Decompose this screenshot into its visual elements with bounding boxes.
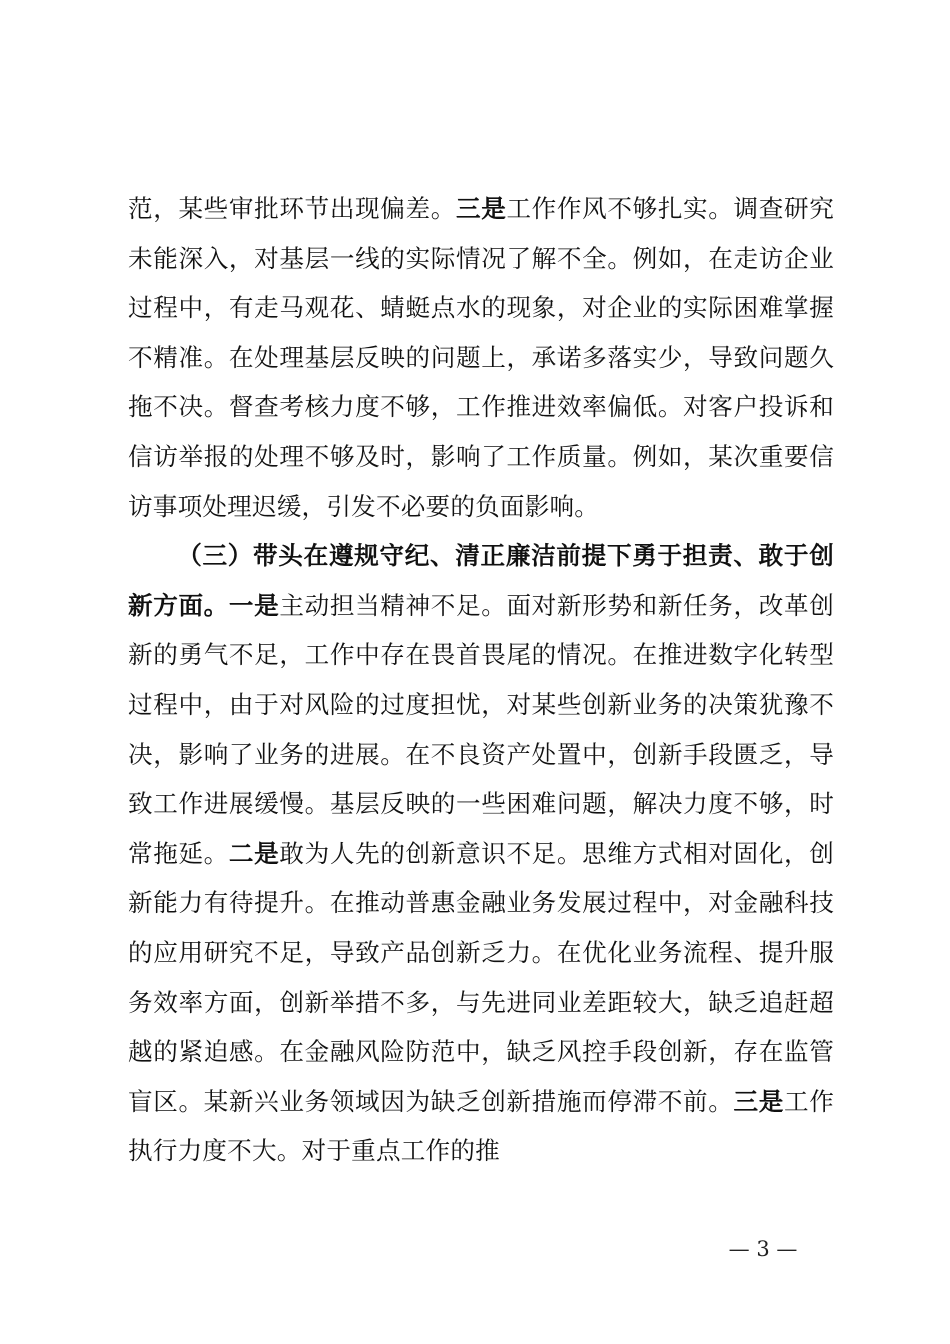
page-number: — 3 —: [728, 1237, 798, 1261]
point-one-text: 主动担当精神不足。面对新形势和新任务，改革创新的勇气不足，工作中存在畏首畏尾的情况。在推进数字化转型过程中，由于对风险的过度担忧，对某些创新业务的决策犹豫不决，影响了业务的进展。在不良资产处置中，创新手段匮乏，导致工作进展缓慢。基层反映的一些困难问题，解决力度不够，时常拖延。: [128, 590, 834, 868]
document-body: [128, 184, 834, 1176]
point-two-label: 二是: [228, 838, 280, 868]
point-three-label: 三是: [455, 194, 507, 223]
paragraph-lead-text: 范，某些审批环节出现偏差。: [128, 194, 456, 223]
point-three-label-section: 三是: [733, 1086, 784, 1116]
point-two-text: 敢为人先的创新意识不足。思维方式相对固化，创新能力有待提升。在推动普惠金融业务发展过程中，对金融科技的应用研究不足，导致产品创新乏力。在优化业务流程、提升服务效率方面，创新举措不多，与先进同业差距较大，缺乏追赶超越的紧迫感。在金融风险防范中，缺乏风控手段创新，存在监管盲区。某新兴业务领域因为缺乏创新措施而停滞不前。: [128, 838, 834, 1116]
paragraph-work-style: [128, 184, 834, 531]
paragraph-section-three: [128, 531, 834, 1176]
section-heading: （三）带头在遵规守纪、清正廉洁前提下勇于担责、敢于创新方面。: [128, 541, 834, 620]
point-three-text: 工作作风不够扎实。调查研究未能深入，对基层一线的实际情况了解不全。例如，在走访企业过程中，有走马观花、蜻蜓点水的现象，对企业的实际困难掌握不精准。在处理基层反映的问题上，承诺多落实少，导致问题久拖不决。督查考核力度不够，工作推进效率偏低。对客户投诉和信访举报的处理不够及时，影响了工作质量。例如，某次重要信访事项处理迟缓，引发不必要的负面影响。: [128, 194, 834, 521]
point-one-label: 一是: [228, 590, 280, 620]
point-three-text-section: 工作执行力度不大。对于重点工作的推: [128, 1086, 834, 1166]
